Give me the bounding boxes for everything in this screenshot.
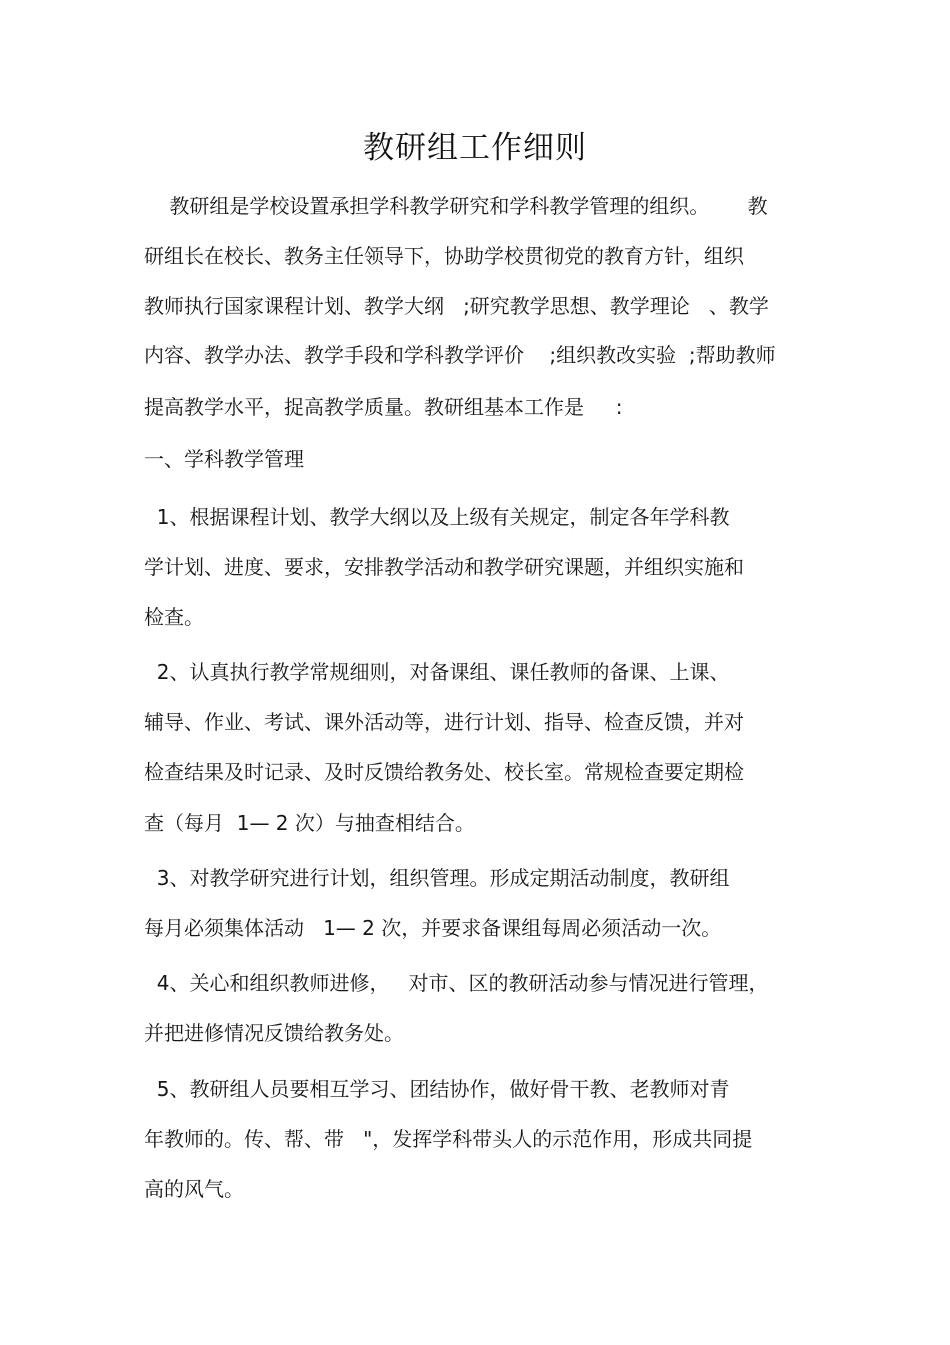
paragraph-line: 2、认真执行教学常规细则，对备课组、课任教师的备课、上课、 [144, 660, 730, 684]
paragraph-line: 4、关心和组织教师进修， 对市、区的教研活动参与情况进行管理， [144, 971, 769, 995]
section-heading: 一、学科教学管理 [144, 447, 304, 471]
page-title: 教研组工作细则 [363, 130, 587, 166]
paragraph-line: 研组长在校长、教务主任领导下，协助学校贯彻党的教育方针，组织 [144, 244, 744, 268]
paragraph-line: 学计划、进度、要求，安排教学活动和教学研究课题，并组织实施和 [144, 555, 744, 579]
paragraph-line: 并把进修情况反馈给教务处。 [144, 1021, 404, 1045]
paragraph-line: 内容、教学办法、教学手段和学科教学评价 ;组织教改实验 ;帮助教师 [144, 343, 776, 367]
paragraph-line: 教师执行国家课程计划、教学大纲 ;研究教学思想、教学理论 、教学 [144, 294, 769, 318]
paragraph-line: 检查。 [144, 605, 204, 629]
paragraph-line: 辅导、作业、考试、课外活动等，进行计划、指导、检查反馈，并对 [144, 710, 744, 734]
paragraph-line: 检查结果及时记录、及时反馈给教务处、校长室。常规检查要定期检 [144, 760, 744, 784]
paragraph-line: 每月必须集体活动 1— 2 次，并要求备课组每周必须活动一次。 [144, 916, 722, 940]
paragraph-line: 3、对教学研究进行计划，组织管理。形成定期活动制度，教研组 [144, 866, 730, 890]
paragraph-line: 年教师的。传、帮、带 "，发挥学科带头人的示范作用，形成共同提 [144, 1127, 753, 1151]
paragraph-line: 1、根据课程计划、教学大纲以及上级有关规定，制定各年学科教 [144, 505, 730, 529]
paragraph-line: 提高教学水平，捉高教学质量。教研组基本工作是 : [144, 395, 623, 419]
paragraph-line: 查（每月 1— 2 次）与抽查相结合。 [144, 811, 475, 835]
paragraph-line: 教研组是学校设置承担学科教学研究和学科教学管理的组织。 教 [144, 194, 768, 218]
paragraph-line: 高的风气。 [144, 1177, 244, 1201]
paragraph-line: 5、教研组人员要相互学习、团结协作，做好骨干教、老教师对青 [144, 1077, 730, 1101]
